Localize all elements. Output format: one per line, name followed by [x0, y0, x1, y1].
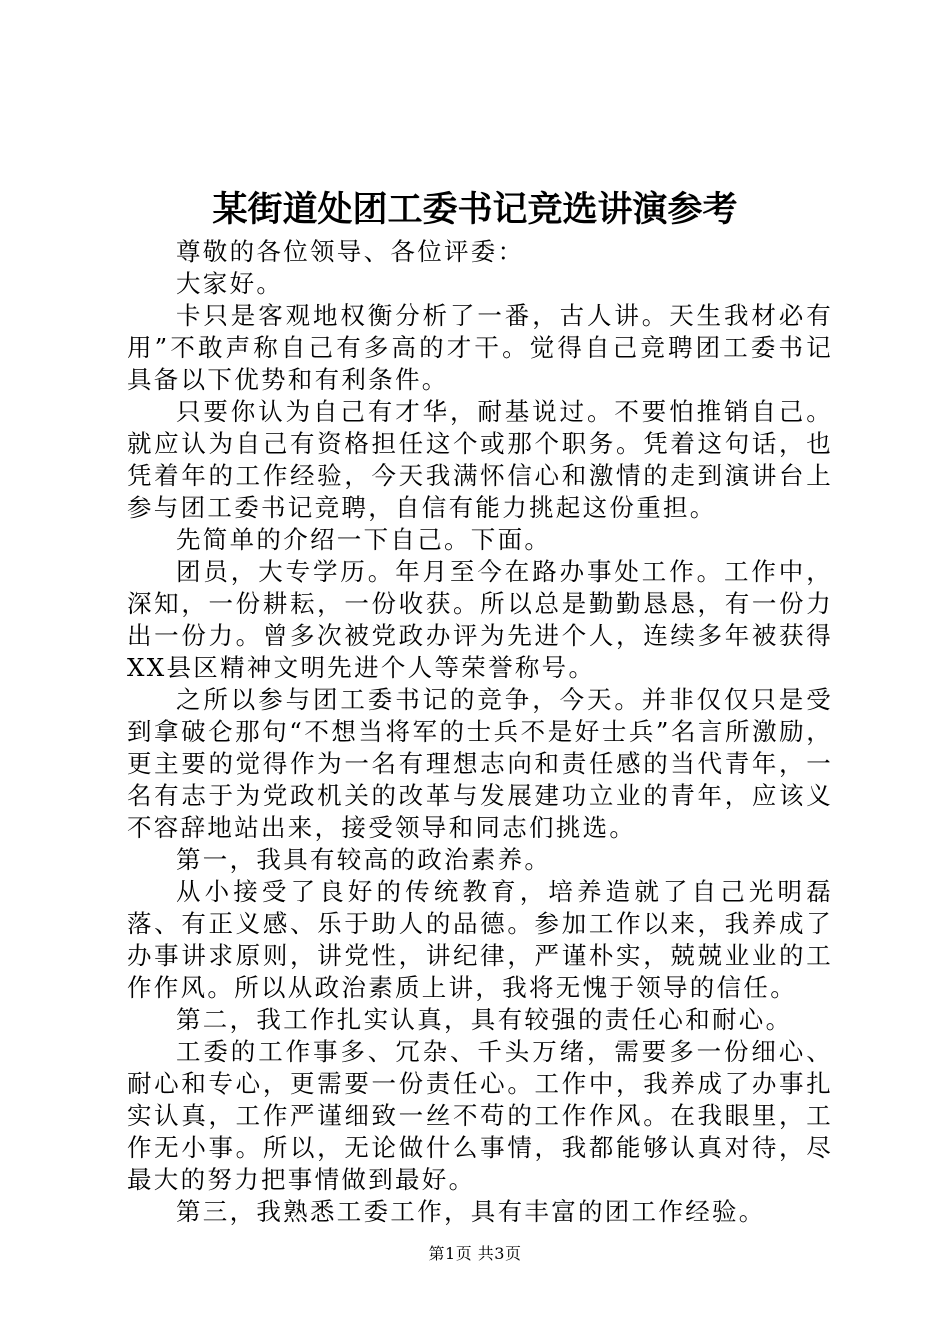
paragraph: 第三，我熟悉工委工作，具有丰富的团工作经验。: [176, 1197, 766, 1226]
paragraph: 只要你认为自己有才华，耐基说过。不要怕推销自己。就应认为自己有资格担任这个或那个职务。凭着这句话，也凭着年的工作经验，今天我满怀信心和激情的走到演讲台上参与团工委书记竞聘，自信有能力挑起这份重担。: [127, 397, 833, 522]
paragraph: 之所以参与团工委书记的竞争，今天。并非仅仅只是受到拿破仑那句“不想当将军的士兵不是好士兵”名言所激励，更主要的觉得作为一名有理想志向和责任感的当代青年，一名有志于为党政机关的改革与发展建功立业的青年，应该义不容辞地站出来，接受领导和同志们挑选。: [127, 685, 833, 842]
paragraph: 工委的工作事多、冗杂、千头万绪，需要多一份细心、耐心和专心，更需要一份责任心。工作中，我养成了办事扎实认真，工作严谨细致一丝不苟的工作作风。在我眼里，工作无小事。所以，无论做什么事情，我都能够认真对待，尽最大的努力把事情做到最好。: [127, 1037, 833, 1194]
paragraph: 卡只是客观地权衡分析了一番，古人讲。天生我材必有用”不敢声称自己有多高的才干。觉得自己竞聘团工委书记具备以下优势和有利条件。: [127, 301, 833, 394]
document-body: [127, 236, 833, 1228]
page-footer: 第1页 共3页: [428, 1244, 522, 1263]
paragraph: 第一，我具有较高的政治素养。: [176, 845, 552, 874]
document-title: 某街道处团工委书记竞选讲演参考: [212, 189, 738, 230]
paragraph: 团员，大专学历。年月至今在路办事处工作。工作中，深知，一份耕耘，一份收获。所以总是勤勤恳恳，有一份力出一份力。曾多次被党政办评为先进个人，连续多年被获得XX县区精神文明先进个人等荣誉称号。: [127, 557, 833, 682]
paragraph: 尊敬的各位领导、各位评委：: [176, 237, 525, 266]
paragraph: 先简单的介绍一下自己。下面。: [176, 525, 552, 554]
paragraph: 大家好。: [176, 269, 284, 298]
paragraph: 第二，我工作扎实认真，具有较强的责任心和耐心。: [176, 1005, 793, 1034]
paragraph: 从小接受了良好的传统教育，培养造就了自己光明磊落、有正义感、乐于助人的品德。参加工作以来，我养成了办事讲求原则，讲党性，讲纪律，严谨朴实，兢兢业业的工作作风。所以从政治素质上讲，我将无愧于领导的信任。: [127, 877, 833, 1002]
